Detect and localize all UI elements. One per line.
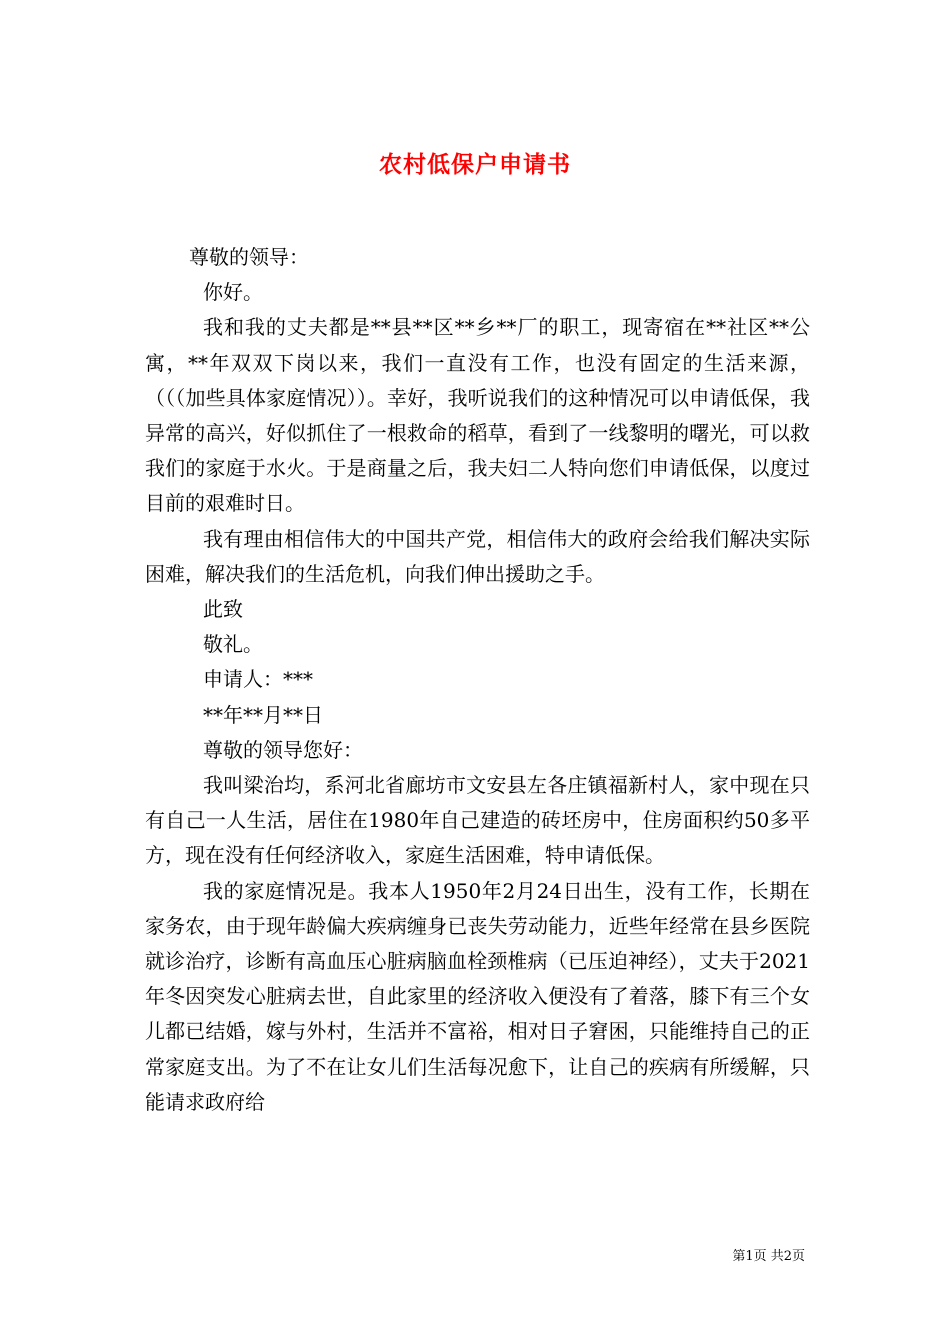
page-title: 农村低保户申请书 (379, 151, 571, 179)
paragraph-1: 我和我的丈夫都是**县**区**乡**厂的职工，现寄宿在**社区**公寓，**年双双下岗以来，我们一直没有工作，也没有固定的生活来源，（（（加些具体家庭情况））。幸好，我听说我们的这种情况可以申请低保，我异常的高兴，好似抓住了一根救命的稻草，看到了一线黎明的曙光，可以救我们的家庭于水火。于是商量之后，我夫妇二人特向您们申请低保，以度过目前的艰难时日。 (145, 315, 810, 516)
document-body (145, 240, 810, 1120)
closing-line-2: 敬礼。 (203, 632, 263, 657)
closing-line-1: 此致 (203, 597, 243, 622)
paragraph-2: 我有理由相信伟大的中国共产党，相信伟大的政府会给我们解决实际困难，解决我们的生活危机，向我们伸出援助之手。 (145, 526, 810, 586)
greeting: 你好。 (203, 280, 263, 305)
paragraph-4: 我的家庭情况是。我本人1950年2月24日出生，没有工作，长期在家务农，由于现年龄偏大疾病缠身已丧失劳动能力，近些年经常在县乡医院就诊治疗，诊断有高血压心脏病脑血栓颈椎病（已压迫神经），丈夫于2021年冬因突发心脏病去世，自此家里的经济收入便没有了着落，膝下有三个女儿都已结婚，嫁与外村，生活并不富裕，相对日子窘困，只能维持自己的正常家庭支出。为了不在让女儿们生活每况愈下，让自己的疾病有所缓解，只能请求政府给 (145, 878, 810, 1114)
salutation: 尊敬的领导： (189, 245, 309, 269)
page-indicator: 第1页 共2页 (732, 1249, 805, 1264)
salutation-2: 尊敬的领导您好： (203, 737, 363, 762)
application-date: **年**月**日 (203, 702, 323, 727)
paragraph-3: 我叫梁治均，系河北省廊坊市文安县左各庄镇福新村人，家中现在只有自己一人生活，居住在1980年自己建造的砖坯房中，住房面积约50多平方，现在没有任何经济收入，家庭生活困难，特申请低保。 (145, 773, 810, 868)
applicant-signature: 申请人：*** (203, 667, 313, 692)
